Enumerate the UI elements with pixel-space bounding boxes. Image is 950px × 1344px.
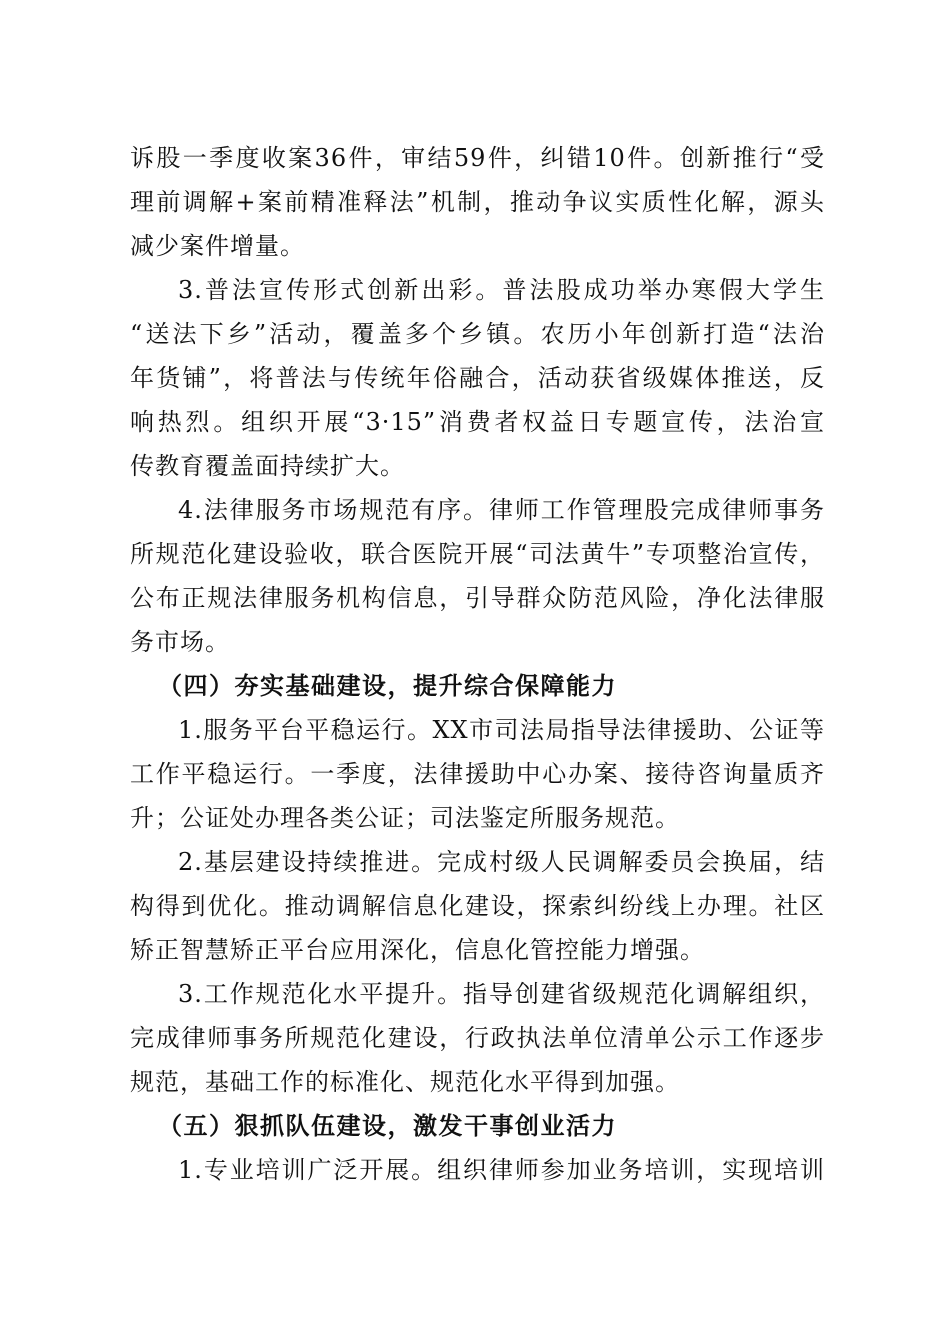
section-heading: （五）狠抓队伍建设，激发干事创业活力: [158, 1112, 617, 1140]
body-line: “送法下乡”活动，覆盖多个乡镇。农历小年创新打造“法治: [130, 320, 825, 348]
paragraph-start-line: 1.服务平台平稳运行。XX市司法局指导法律援助、公证等: [178, 716, 825, 744]
body-line: 完成律师事务所规范化建设，行政执法单位清单公示工作逐步: [130, 1024, 825, 1052]
paragraph-start-line: 1.专业培训广泛开展。组织律师参加业务培训，实现培训: [178, 1156, 825, 1184]
body-line: 构得到优化。推动调解信息化建设，探索纠纷线上办理。社区: [130, 892, 825, 920]
body-line: 理前调解+案前精准释法”机制，推动争议实质性化解，源头: [130, 188, 825, 216]
paragraph-start-line: 2.基层建设持续推进。完成村级人民调解委员会换届，结: [178, 848, 825, 876]
body-line: 公布正规法律服务机构信息，引导群众防范风险，净化法律服: [130, 584, 825, 612]
document-page: [130, 136, 825, 1192]
body-line: 工作平稳运行。一季度，法律援助中心办案、接待咨询量质齐: [130, 760, 825, 788]
paragraph-start-line: 4.法律服务市场规范有序。律师工作管理股完成律师事务: [178, 496, 825, 524]
body-line: 升；公证处办理各类公证；司法鉴定所服务规范。: [130, 804, 680, 832]
body-line: 减少案件增量。: [130, 232, 305, 260]
body-line: 响热烈。组织开展“3·15”消费者权益日专题宣传，法治宣: [130, 408, 825, 436]
body-line: 年货铺”，将普法与传统年俗融合，活动获省级媒体推送，反: [130, 364, 825, 392]
section-heading: （四）夯实基础建设，提升综合保障能力: [158, 672, 617, 700]
paragraph-start-line: 3.工作规范化水平提升。指导创建省级规范化调解组织，: [178, 980, 825, 1008]
body-line: 诉股一季度收案36件，审结59件，纠错10件。创新推行“受: [130, 144, 825, 172]
body-line: 务市场。: [130, 628, 230, 656]
body-line: 规范，基础工作的标准化、规范化水平得到加强。: [130, 1068, 680, 1096]
body-line: 传教育覆盖面持续扩大。: [130, 452, 405, 480]
body-line: 矫正智慧矫正平台应用深化，信息化管控能力增强。: [130, 936, 705, 964]
body-line: 所规范化建设验收，联合医院开展“司法黄牛”专项整治宣传，: [130, 540, 825, 568]
paragraph-start-line: 3.普法宣传形式创新出彩。普法股成功举办寒假大学生: [178, 276, 825, 304]
